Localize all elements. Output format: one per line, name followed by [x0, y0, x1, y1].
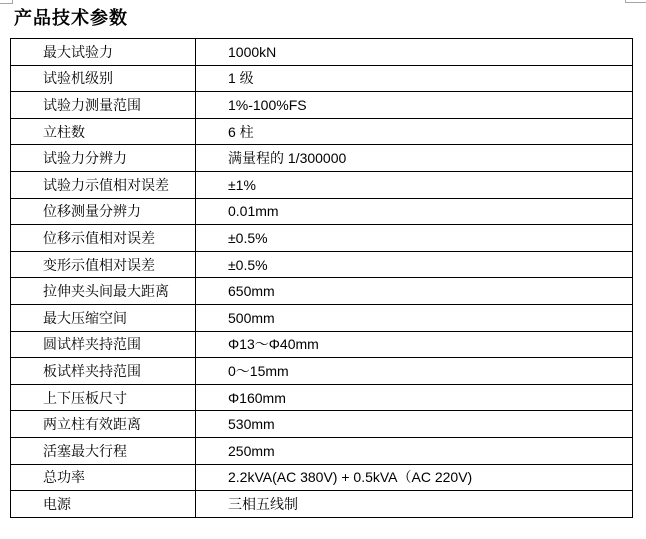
param-name-cell: 板试样夹持范围 — [11, 358, 196, 385]
table-row — [11, 251, 633, 278]
param-value-cell: 1%-100%FS — [196, 92, 633, 119]
param-value-cell: 530mm — [196, 411, 633, 438]
table-row — [11, 437, 633, 464]
param-name-cell: 最大试验力 — [11, 39, 196, 66]
page-title: 产品技术参数 — [14, 8, 128, 28]
param-value-cell: Φ160mm — [196, 384, 633, 411]
param-name-cell: 变形示值相对误差 — [11, 251, 196, 278]
param-name-cell: 试验力测量范围 — [11, 92, 196, 119]
parameters-table — [10, 38, 633, 518]
table-row — [11, 304, 633, 331]
param-value-cell: ±0.5% — [196, 225, 633, 252]
table-row — [11, 225, 633, 252]
param-name-cell: 圆试样夹持范围 — [11, 331, 196, 358]
table-row — [11, 145, 633, 172]
param-value-cell: 6 柱 — [196, 118, 633, 145]
table-row — [11, 92, 633, 119]
param-value-cell: ±0.5% — [196, 251, 633, 278]
param-name-cell: 试验机级别 — [11, 65, 196, 92]
param-value-cell: 1000kN — [196, 39, 633, 66]
table-row — [11, 65, 633, 92]
param-value-cell: Φ13～Φ40mm — [196, 331, 633, 358]
table-row — [11, 198, 633, 225]
param-name-cell: 总功率 — [11, 464, 196, 491]
clipped-corner-top-right — [625, 0, 646, 3]
param-value-cell: 250mm — [196, 437, 633, 464]
param-name-cell: 活塞最大行程 — [11, 437, 196, 464]
param-value-cell: 满量程的 1/300000 — [196, 145, 633, 172]
table-row — [11, 464, 633, 491]
param-value-cell: 三相五线制 — [196, 491, 633, 518]
param-name-cell: 电源 — [11, 491, 196, 518]
table-row — [11, 39, 633, 66]
clipped-corner-top-left — [0, 0, 13, 4]
param-value-cell: 650mm — [196, 278, 633, 305]
param-value-cell: 0～15mm — [196, 358, 633, 385]
param-name-cell: 最大压缩空间 — [11, 304, 196, 331]
table-row — [11, 331, 633, 358]
param-name-cell: 拉伸夹头间最大距离 — [11, 278, 196, 305]
param-name-cell: 立柱数 — [11, 118, 196, 145]
table-row — [11, 411, 633, 438]
table-row — [11, 118, 633, 145]
param-name-cell: 位移示值相对误差 — [11, 225, 196, 252]
param-name-cell: 试验力示值相对误差 — [11, 171, 196, 198]
param-name-cell: 两立柱有效距离 — [11, 411, 196, 438]
table-row — [11, 171, 633, 198]
param-value-cell: 1 级 — [196, 65, 633, 92]
table-row — [11, 358, 633, 385]
table-row — [11, 278, 633, 305]
param-value-cell: 2.2kVA(AC 380V) + 0.5kVA（AC 220V) — [196, 464, 633, 491]
param-value-cell: 500mm — [196, 304, 633, 331]
table-row — [11, 491, 633, 518]
param-value-cell: ±1% — [196, 171, 633, 198]
param-value-cell: 0.01mm — [196, 198, 633, 225]
param-name-cell: 上下压板尺寸 — [11, 384, 196, 411]
param-name-cell: 位移测量分辨力 — [11, 198, 196, 225]
table-row — [11, 384, 633, 411]
param-name-cell: 试验力分辨力 — [11, 145, 196, 172]
